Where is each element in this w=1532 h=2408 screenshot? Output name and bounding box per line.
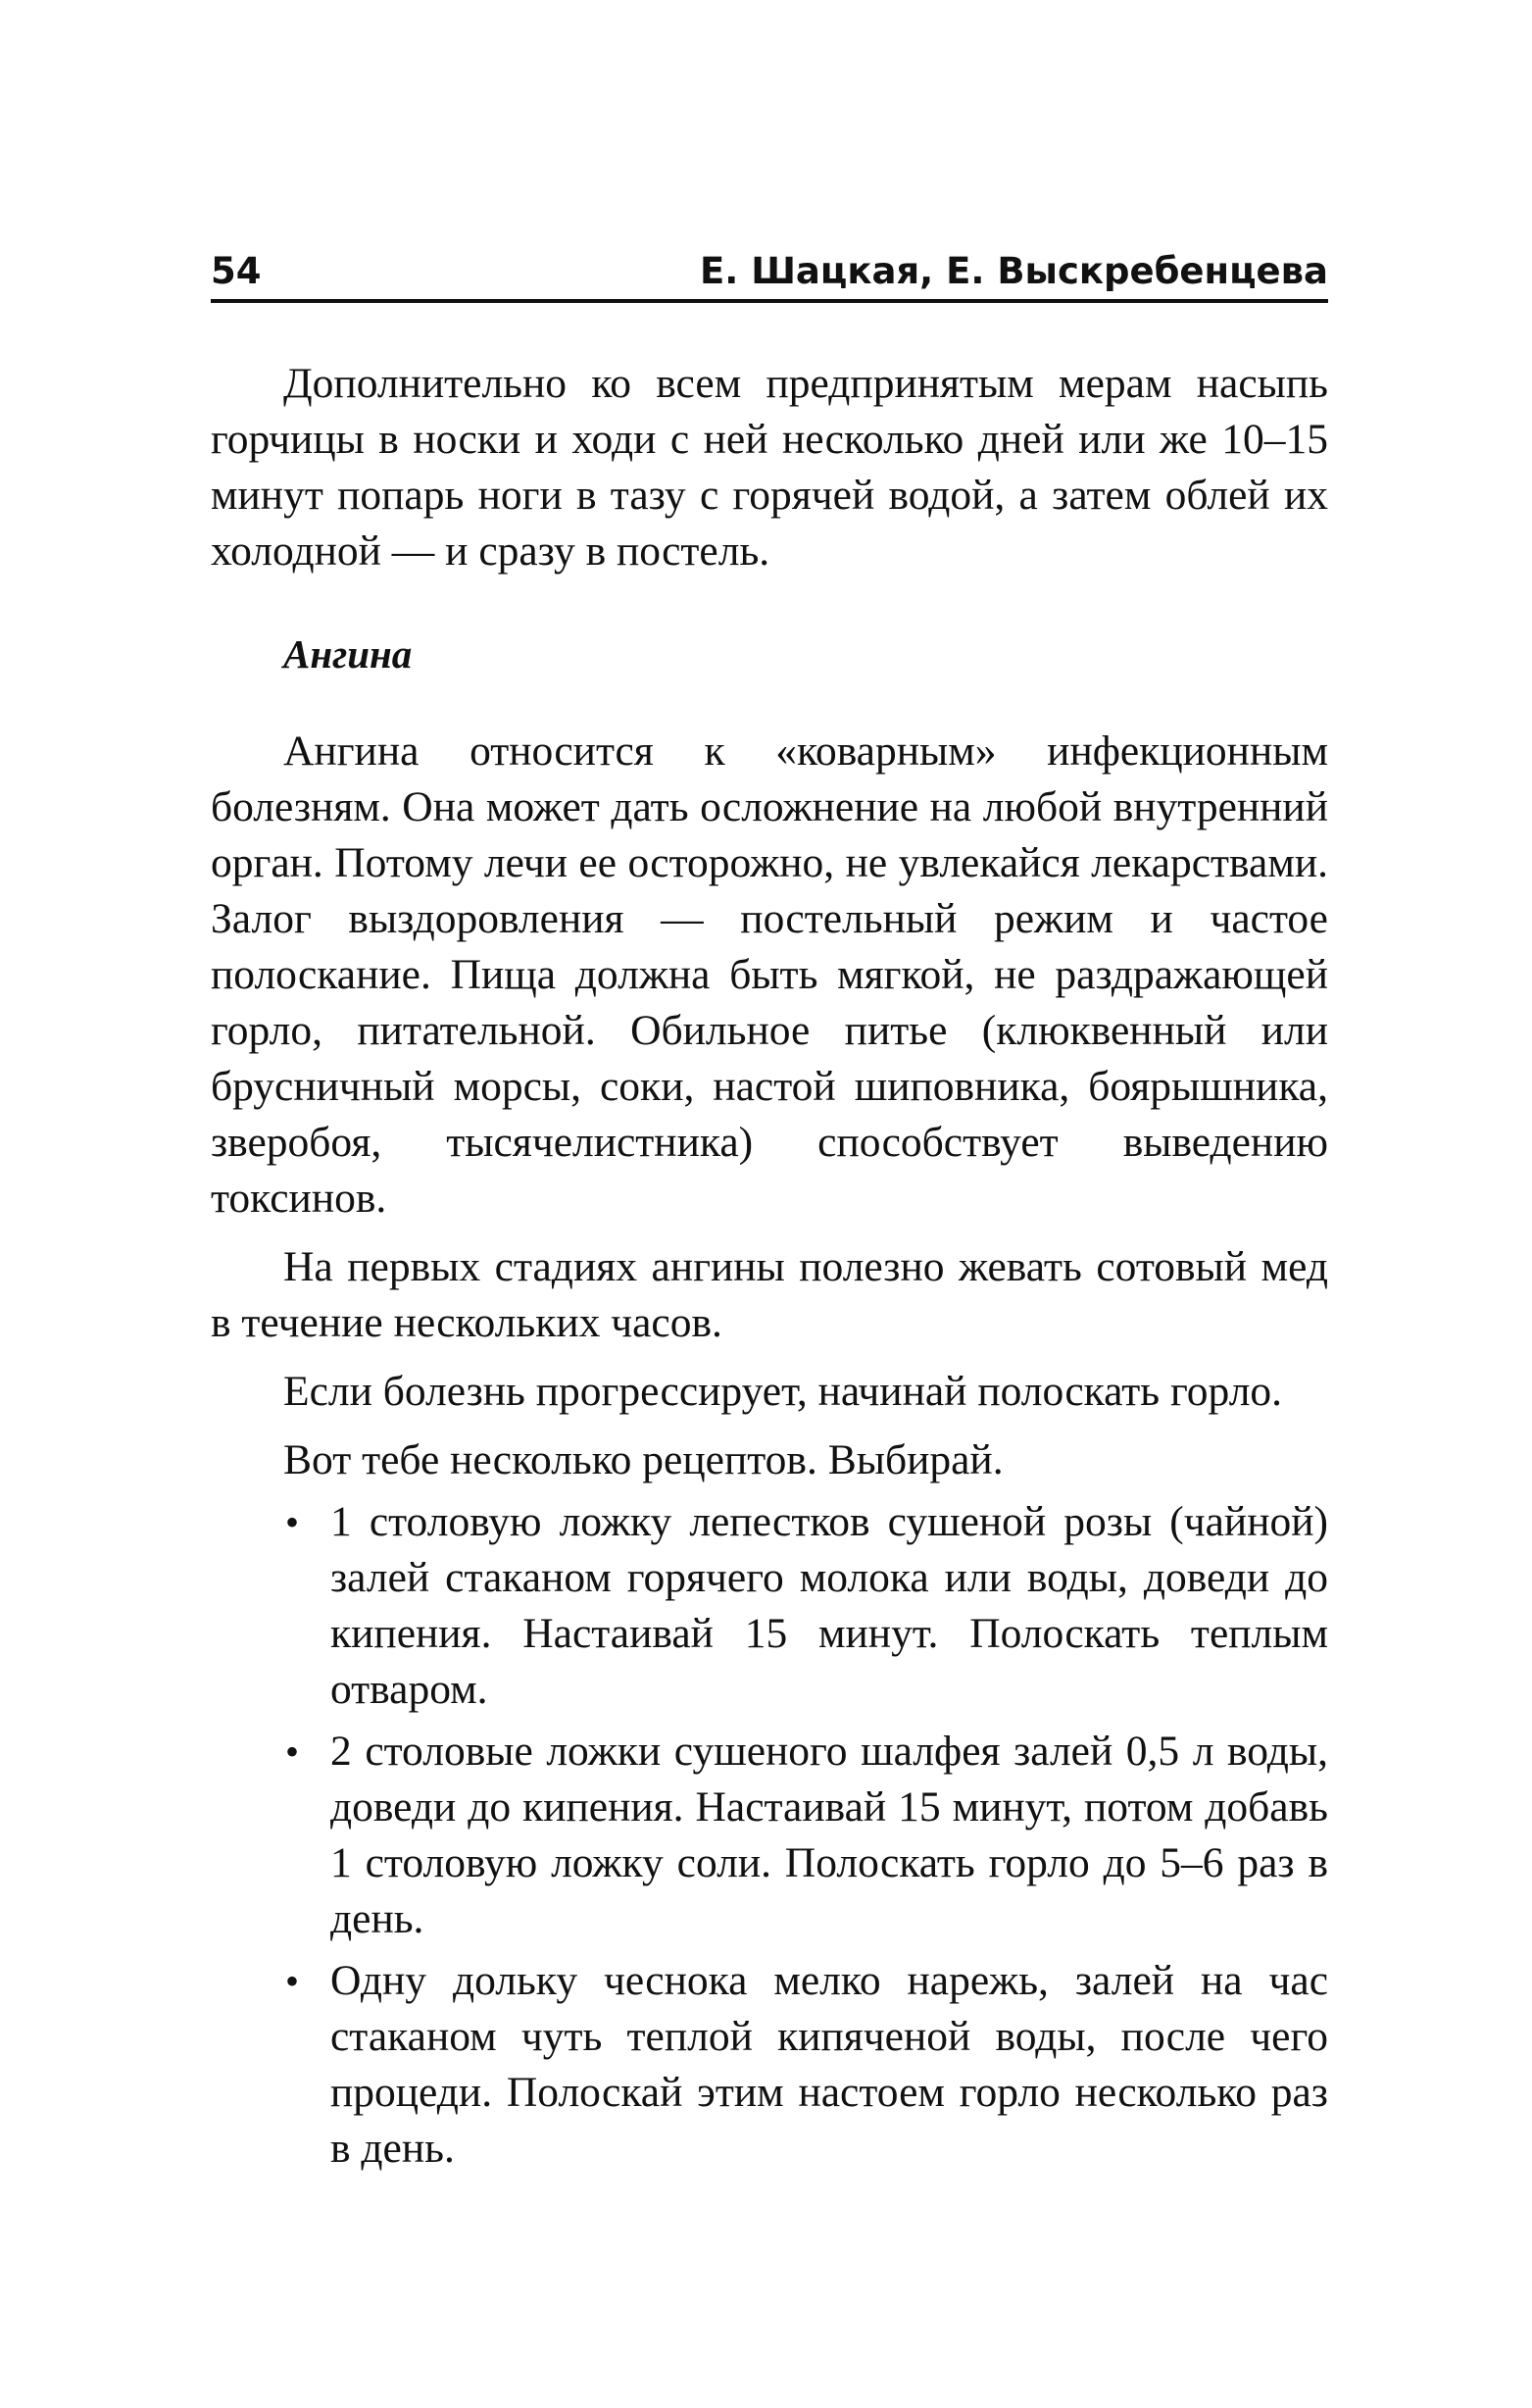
recipe-text: 1 столовую ложку лепестков сушеной розы (чайной) залей стаканом горячего молока или воды, доведи до кипения. Настаивай 15 минут. Полоскать теплым отваром. [330,1498,1328,1713]
recipe-text: 2 столовые ложки сушеного шалфея залей 0,5 л воды, доведи до кипения. Настаивай 15 минут, потом добавь 1 столовую ложку соли. Полоскать горло до 5–6 раз в день. [330,1728,1328,1942]
paragraph-gargle: Если болезнь прогрессирует, начинай полоскать горло. [283,1368,1283,1415]
bullet-icon: • [285,1959,300,2003]
section-title: Ангина [283,631,413,677]
book-page [211,250,1328,2182]
bullet-icon: • [285,1500,300,1544]
list-item [211,1953,1328,2177]
list-item [211,1494,1328,1718]
paragraph-recipes-intro: Вот тебе несколько рецептов. Выбирай. [283,1436,1004,1483]
paragraph-angina-description: Ангина относится к «коварным» инфекционным болезням. Она может дать осложнение на любой внутренний орган. Потому лечи ее осторожно, не увлекайся лекарствами. Залог выздоровления — постельный режим и частое полоскание. Пища должна быть мягкой, не раздражающей горло, питательной. Обильное питье (клюквенный или брусничный морсы, соки, настой шиповника, боярышника, зверобоя, тысячелистника) способствует выведению токсинов. [211,727,1328,1222]
running-header [211,250,1328,303]
page-body [211,356,1328,2177]
paragraph-honey: На первых стадиях ангины полезно жевать сотовый мед в течение нескольких часов. [211,1243,1328,1346]
author-names: Е. Шацкая, Е. Выскребенцева [700,250,1328,292]
recipe-text: Одну дольку чеснока мелко нарежь, залей на час стаканом чуть теплой кипяченой воды, после чего процеди. Полоскай этим настоем горло несколько раз в день. [330,1957,1328,2172]
page-number: 54 [211,250,262,292]
bullet-icon: • [285,1730,300,1774]
recipe-list [211,1494,1328,2177]
list-item [211,1724,1328,1947]
intro-paragraph: Дополнительно ко всем предпринятым мерам насыпь горчицы в носки и ходи с ней несколько дней или же 10–15 минут попарь ноги в тазу с горячей водой, а затем облей их холодной — и сразу в постель. [211,360,1328,575]
